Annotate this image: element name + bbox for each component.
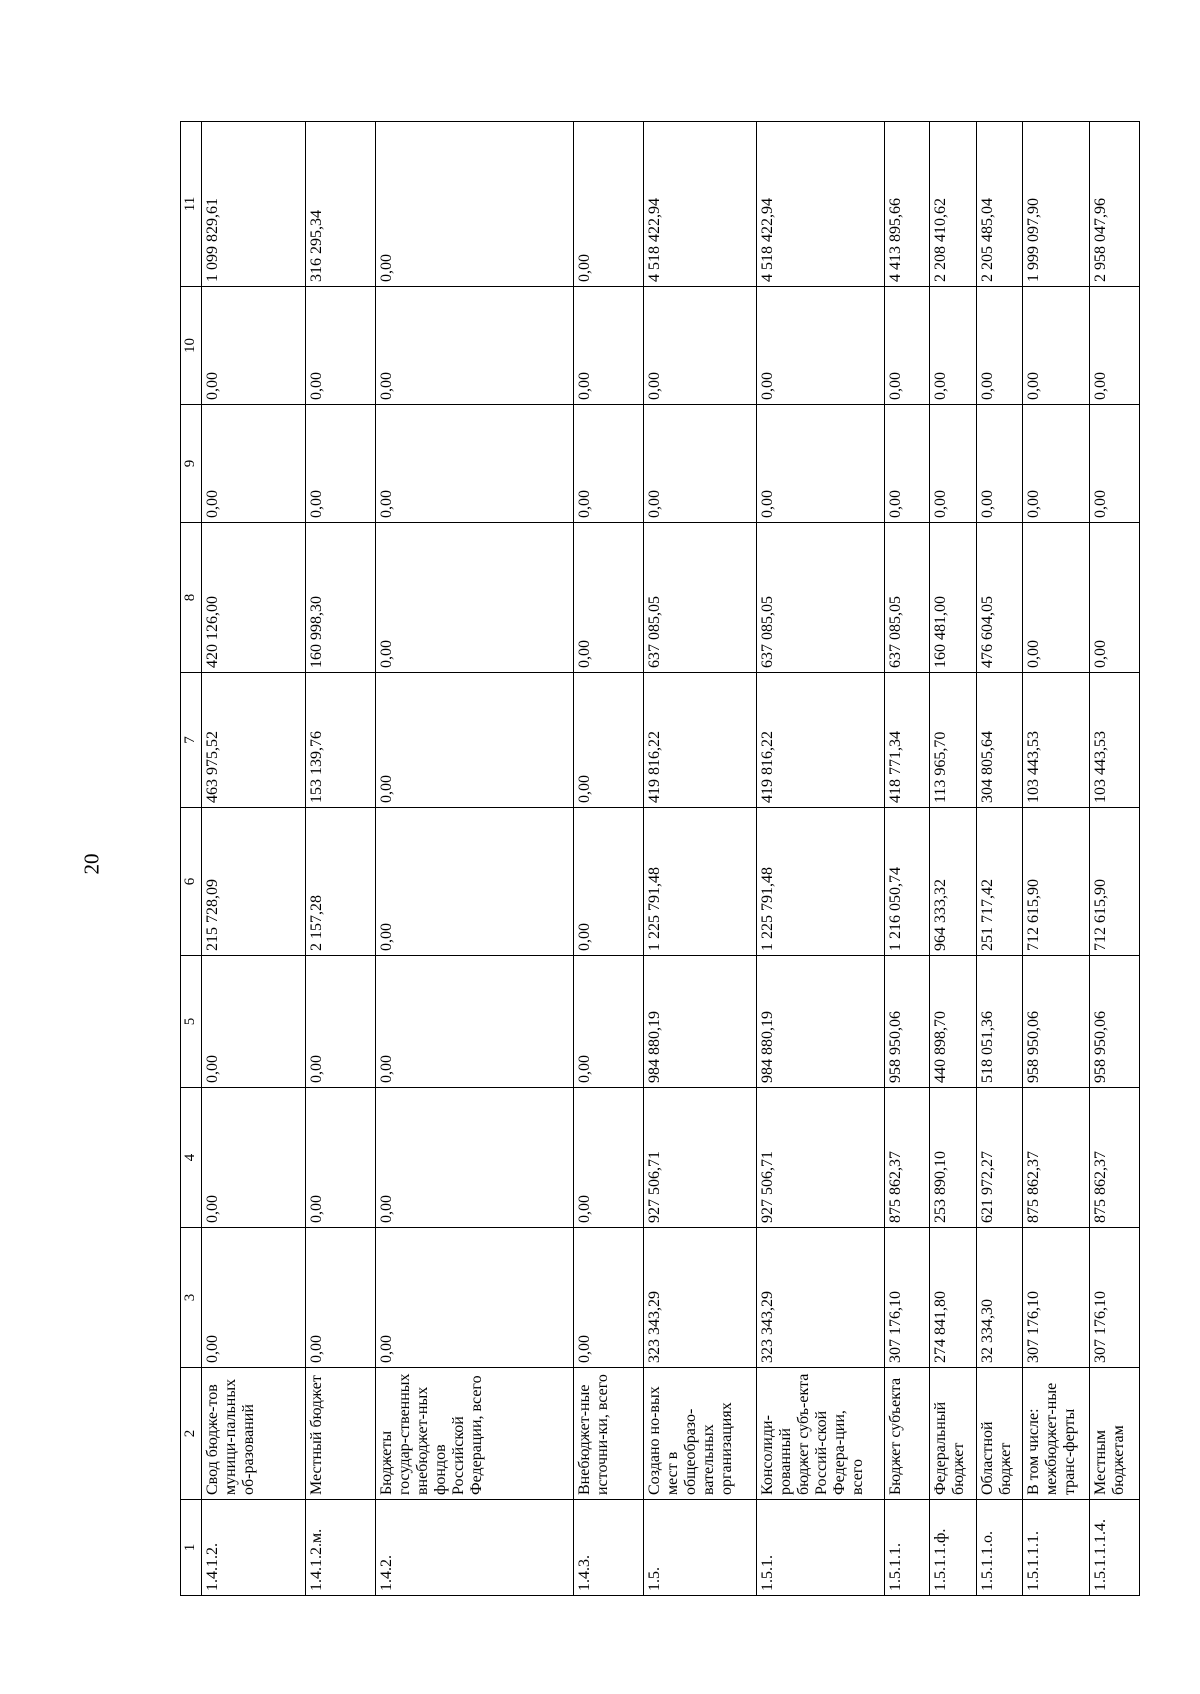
row-name-cell: Бюджеты государ-ственных внебюджет-ных фондов Российской Федерации, всего <box>376 1368 573 1500</box>
row-name-cell: Создано но-вых мест в общеобразо-вательных организациях <box>643 1368 756 1500</box>
value-cell: 2 208 410,62 <box>930 122 976 287</box>
value-cell: 0,00 <box>573 405 643 523</box>
value-cell: 0,00 <box>1090 405 1140 523</box>
value-cell: 418 771,34 <box>885 673 930 808</box>
value-cell: 316 295,34 <box>306 122 376 287</box>
value-cell: 875 862,37 <box>1023 1088 1090 1228</box>
value-cell: 307 176,10 <box>1023 1228 1090 1368</box>
value-cell: 0,00 <box>885 287 930 405</box>
value-cell: 958 950,06 <box>1090 956 1140 1088</box>
value-cell: 0,00 <box>202 287 306 405</box>
value-cell: 0,00 <box>376 673 573 808</box>
value-cell: 4 518 422,94 <box>757 122 885 287</box>
value-cell: 1 099 829,61 <box>202 122 306 287</box>
value-cell: 0,00 <box>573 956 643 1088</box>
row-code-cell: 1.4.1.2. <box>202 1500 306 1596</box>
value-cell: 1 225 791,48 <box>643 808 756 956</box>
table-row <box>376 122 573 1596</box>
value-cell: 160 481,00 <box>930 523 976 673</box>
value-cell: 0,00 <box>643 287 756 405</box>
table-row <box>202 122 306 1596</box>
row-name-cell: В том числе: межбюджет-ные транс-ферты <box>1023 1368 1090 1500</box>
value-cell: 0,00 <box>573 287 643 405</box>
value-cell: 0,00 <box>306 956 376 1088</box>
column-header: 11 <box>181 122 202 287</box>
row-name-cell: Местный бюджет <box>306 1368 376 1500</box>
value-cell: 0,00 <box>1090 287 1140 405</box>
value-cell: 304 805,64 <box>976 673 1022 808</box>
value-cell: 0,00 <box>573 673 643 808</box>
table-row <box>976 122 1022 1596</box>
row-code-cell: 1.5.1.1.ф. <box>930 1500 976 1596</box>
table-row <box>643 122 756 1596</box>
value-cell: 927 506,71 <box>757 1088 885 1228</box>
value-cell: 0,00 <box>376 1228 573 1368</box>
value-cell: 0,00 <box>376 1088 573 1228</box>
value-cell: 160 998,30 <box>306 523 376 673</box>
row-code-cell: 1.5.1. <box>757 1500 885 1596</box>
value-cell: 984 880,19 <box>757 956 885 1088</box>
column-header: 3 <box>181 1228 202 1368</box>
column-header: 6 <box>181 808 202 956</box>
column-header: 2 <box>181 1368 202 1500</box>
column-header: 1 <box>181 1500 202 1596</box>
value-cell: 0,00 <box>573 1228 643 1368</box>
value-cell: 1 999 097,90 <box>1023 122 1090 287</box>
value-cell: 0,00 <box>1023 405 1090 523</box>
column-header: 5 <box>181 956 202 1088</box>
value-cell: 984 880,19 <box>643 956 756 1088</box>
table-row <box>573 122 643 1596</box>
value-cell: 712 615,90 <box>1023 808 1090 956</box>
column-header: 8 <box>181 523 202 673</box>
row-code-cell: 1.4.1.2.м. <box>306 1500 376 1596</box>
value-cell: 0,00 <box>976 405 1022 523</box>
table-row <box>930 122 976 1596</box>
value-cell: 419 816,22 <box>757 673 885 808</box>
row-name-cell: Бюджет субъекта <box>885 1368 930 1500</box>
value-cell: 0,00 <box>376 405 573 523</box>
value-cell: 637 085,05 <box>757 523 885 673</box>
table-body <box>202 122 1140 1596</box>
value-cell: 153 139,76 <box>306 673 376 808</box>
value-cell: 875 862,37 <box>1090 1088 1140 1228</box>
table-row <box>1023 122 1090 1596</box>
value-cell: 0,00 <box>885 405 930 523</box>
value-cell: 0,00 <box>1023 287 1090 405</box>
value-cell: 274 841,80 <box>930 1228 976 1368</box>
row-code-cell: 1.5.1.1. <box>885 1500 930 1596</box>
value-cell: 2 958 047,96 <box>1090 122 1140 287</box>
value-cell: 0,00 <box>376 287 573 405</box>
value-cell: 0,00 <box>306 287 376 405</box>
value-cell: 307 176,10 <box>1090 1228 1140 1368</box>
value-cell: 0,00 <box>202 1088 306 1228</box>
value-cell: 2 205 485,04 <box>976 122 1022 287</box>
row-code-cell: 1.5. <box>643 1500 756 1596</box>
value-cell: 712 615,90 <box>1090 808 1140 956</box>
value-cell: 0,00 <box>573 1088 643 1228</box>
value-cell: 0,00 <box>202 405 306 523</box>
rotated-table-container <box>180 122 1140 1596</box>
value-cell: 113 965,70 <box>930 673 976 808</box>
row-code-cell: 1.5.1.1.о. <box>976 1500 1022 1596</box>
row-name-cell: Федеральный бюджет <box>930 1368 976 1500</box>
value-cell: 0,00 <box>202 1228 306 1368</box>
value-cell: 0,00 <box>976 287 1022 405</box>
value-cell: 476 604,05 <box>976 523 1022 673</box>
row-name-cell: Свод бюдже-тов муници-пальных об-разований <box>202 1368 306 1500</box>
value-cell: 0,00 <box>573 808 643 956</box>
row-name-cell: Областной бюджет <box>976 1368 1022 1500</box>
value-cell: 2 157,28 <box>306 808 376 956</box>
table-row <box>757 122 885 1596</box>
value-cell: 251 717,42 <box>976 808 1022 956</box>
value-cell: 0,00 <box>376 808 573 956</box>
value-cell: 0,00 <box>306 1088 376 1228</box>
value-cell: 0,00 <box>757 405 885 523</box>
value-cell: 253 890,10 <box>930 1088 976 1228</box>
value-cell: 0,00 <box>573 122 643 287</box>
value-cell: 0,00 <box>930 405 976 523</box>
value-cell: 0,00 <box>643 405 756 523</box>
column-header: 7 <box>181 673 202 808</box>
value-cell: 0,00 <box>573 523 643 673</box>
budget-table <box>180 121 1140 1596</box>
value-cell: 103 443,53 <box>1090 673 1140 808</box>
value-cell: 4 518 422,94 <box>643 122 756 287</box>
value-cell: 927 506,71 <box>643 1088 756 1228</box>
row-code-cell: 1.5.1.1.1.4. <box>1090 1500 1140 1596</box>
value-cell: 307 176,10 <box>885 1228 930 1368</box>
value-cell: 964 333,32 <box>930 808 976 956</box>
column-number-row <box>181 122 202 1596</box>
value-cell: 323 343,29 <box>757 1228 885 1368</box>
row-code-cell: 1.4.2. <box>376 1500 573 1596</box>
value-cell: 621 972,27 <box>976 1088 1022 1228</box>
value-cell: 0,00 <box>202 956 306 1088</box>
table-row <box>885 122 930 1596</box>
page-number: 20 <box>79 853 104 875</box>
row-name-cell: Местным бюджетам <box>1090 1368 1140 1500</box>
value-cell: 0,00 <box>1023 523 1090 673</box>
value-cell: 958 950,06 <box>885 956 930 1088</box>
table-row <box>306 122 376 1596</box>
value-cell: 0,00 <box>376 523 573 673</box>
column-header: 10 <box>181 287 202 405</box>
value-cell: 215 728,09 <box>202 808 306 956</box>
value-cell: 32 334,30 <box>976 1228 1022 1368</box>
value-cell: 0,00 <box>376 122 573 287</box>
value-cell: 0,00 <box>757 287 885 405</box>
row-name-cell: Внебюджет-ные источни-ки, всего <box>573 1368 643 1500</box>
value-cell: 518 051,36 <box>976 956 1022 1088</box>
value-cell: 323 343,29 <box>643 1228 756 1368</box>
value-cell: 637 085,05 <box>885 523 930 673</box>
row-name-cell: Консолиди-рованный бюджет субъ-екта Россий-ской Федера-ции, всего <box>757 1368 885 1500</box>
value-cell: 637 085,05 <box>643 523 756 673</box>
value-cell: 0,00 <box>306 1228 376 1368</box>
column-header: 9 <box>181 405 202 523</box>
value-cell: 4 413 895,66 <box>885 122 930 287</box>
value-cell: 875 862,37 <box>885 1088 930 1228</box>
row-code-cell: 1.5.1.1.1. <box>1023 1500 1090 1596</box>
column-header: 4 <box>181 1088 202 1228</box>
value-cell: 1 216 050,74 <box>885 808 930 956</box>
value-cell: 0,00 <box>930 287 976 405</box>
value-cell: 1 225 791,48 <box>757 808 885 956</box>
value-cell: 958 950,06 <box>1023 956 1090 1088</box>
value-cell: 0,00 <box>1090 523 1140 673</box>
value-cell: 463 975,52 <box>202 673 306 808</box>
value-cell: 103 443,53 <box>1023 673 1090 808</box>
value-cell: 0,00 <box>306 405 376 523</box>
value-cell: 420 126,00 <box>202 523 306 673</box>
table-row <box>1090 122 1140 1596</box>
value-cell: 419 816,22 <box>643 673 756 808</box>
value-cell: 0,00 <box>376 956 573 1088</box>
row-code-cell: 1.4.3. <box>573 1500 643 1596</box>
value-cell: 440 898,70 <box>930 956 976 1088</box>
